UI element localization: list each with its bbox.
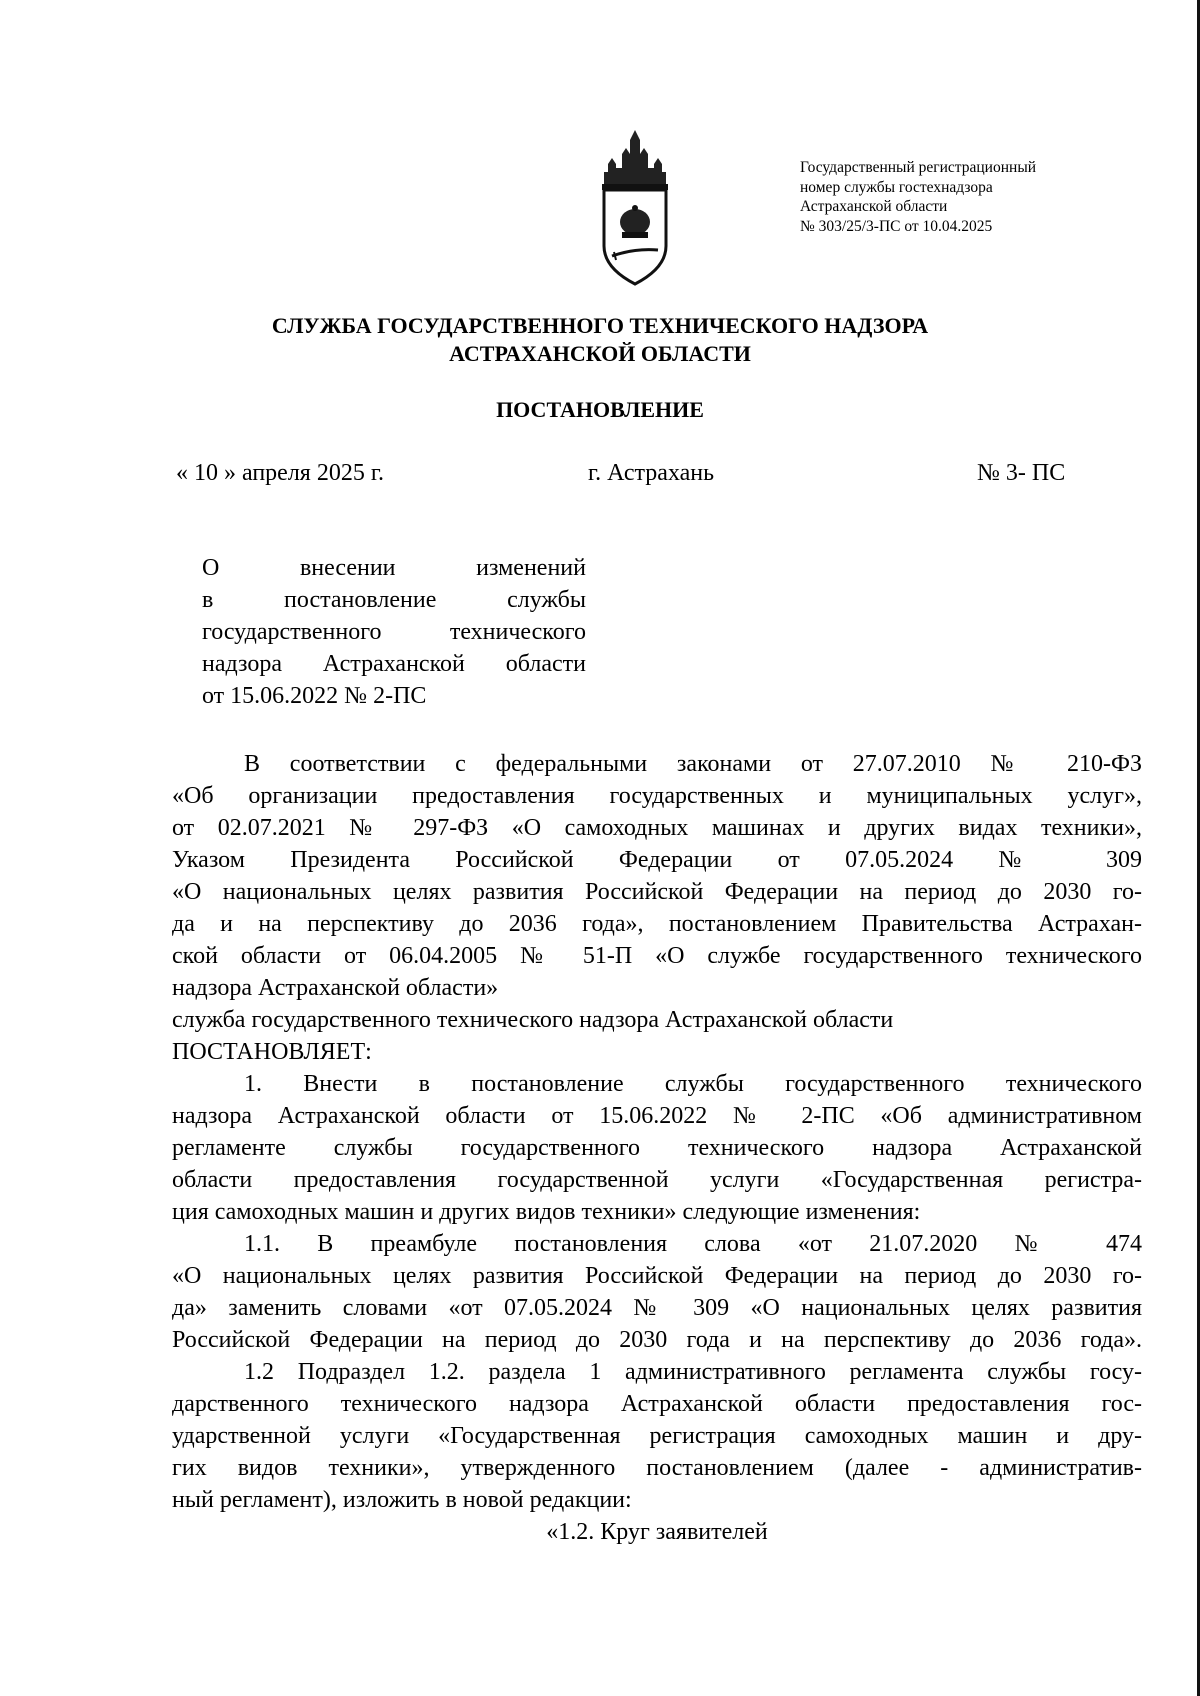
registration-note <box>800 158 1130 236</box>
subject-line: от 15.06.2022 № 2-ПС <box>202 683 427 709</box>
body-line: дарственного технического надзора Астраханской области предоставления гос- <box>172 1391 1142 1417</box>
body-line: служба государственного технического надзора Астраханской области <box>172 1007 894 1033</box>
document-city: г. Астрахань <box>588 460 715 486</box>
registration-note-line: Государственный регистрационный <box>800 159 1037 176</box>
document-type: ПОСТАНОВЛЕНИЕ <box>496 397 704 422</box>
body-line: Указом Президента Российской Федерации от 07.05.2024 № 309 <box>172 847 1142 873</box>
subject-line: в постановление службы <box>202 587 586 613</box>
body-line: ской области от 06.04.2005 № 51-П «О службе государственного технического <box>172 943 1142 969</box>
organization-title <box>0 312 1200 368</box>
body-line: ный регламент), изложить в новой редакции: <box>172 1487 632 1513</box>
body-line: «О национальных целях развития Российской Федерации на период до 2030 го- <box>172 879 1142 905</box>
registration-note-line: номер службы гостехнадзора <box>800 178 993 196</box>
organization-title-line: СЛУЖБА ГОСУДАРСТВЕННОГО ТЕХНИЧЕСКОГО НАДЗОРА <box>271 313 929 338</box>
body-line: гих видов техники», утвержденного постановлением (далее - административ- <box>172 1455 1142 1481</box>
registration-note-line: Астраханской области <box>800 198 948 215</box>
body-line: области предоставления государственной услуги «Государственная регистра- <box>172 1167 1142 1193</box>
subject-line: государственного технического <box>202 619 586 645</box>
body-line: да и на перспективу до 2036 года», постановлением Правительства Астрахан- <box>172 911 1142 937</box>
astrakhan-coat-of-arms-icon <box>596 128 674 288</box>
body-line: В соответствии с федеральными законами от 27.07.2010 № 210-ФЗ <box>244 751 1142 777</box>
body-line: ПОСТАНОВЛЯЕТ: <box>172 1039 372 1065</box>
body-line: ударственной услуги «Государственная регистрация самоходных машин и дру- <box>172 1423 1142 1449</box>
body-line: 1. Внести в постановление службы государственного технического <box>244 1071 1142 1097</box>
body-line: да» заменить словами «от 07.05.2024 № 309 «О национальных целях развития <box>172 1295 1142 1321</box>
body-line: «О национальных целях развития Российской Федерации на период до 2030 го- <box>172 1263 1142 1289</box>
body-line: Российской Федерации на период до 2030 года и на перспективу до 2036 года». <box>172 1327 1142 1353</box>
body-line: регламенте службы государственного технического надзора Астраханской <box>172 1135 1142 1161</box>
body-line: «Об организации предоставления государственных и муниципальных услуг», <box>172 783 1142 809</box>
section-heading: «1.2. Круг заявителей <box>546 1519 768 1545</box>
organization-title-line: АСТРАХАНСКОЙ ОБЛАСТИ <box>449 341 751 366</box>
body-line: надзора Астраханской области от 15.06.2022 № 2-ПС «Об административном <box>172 1103 1142 1129</box>
subject-line: О внесении изменений <box>202 555 586 581</box>
document-number: № 3- ПС <box>977 460 1066 486</box>
body-line: от 02.07.2021 № 297-ФЗ «О самоходных машинах и других видах техники», <box>172 815 1142 841</box>
body-line: 1.1. В преамбуле постановления слова «от 21.07.2020 № 474 <box>244 1231 1142 1257</box>
body-line: 1.2 Подраздел 1.2. раздела 1 административного регламента службы госу- <box>244 1359 1142 1385</box>
subject-line: надзора Астраханской области <box>202 651 586 677</box>
document-subject <box>202 552 586 712</box>
body-line: надзора Астраханской области» <box>172 975 499 1001</box>
document-date: « 10 » апреля 2025 г. <box>176 460 384 486</box>
document-body <box>172 748 1142 1548</box>
body-line: ция самоходных машин и других видов техники» следующие изменения: <box>172 1199 921 1225</box>
registration-note-line: № 303/25/3-ПС от 10.04.2025 <box>800 217 993 235</box>
